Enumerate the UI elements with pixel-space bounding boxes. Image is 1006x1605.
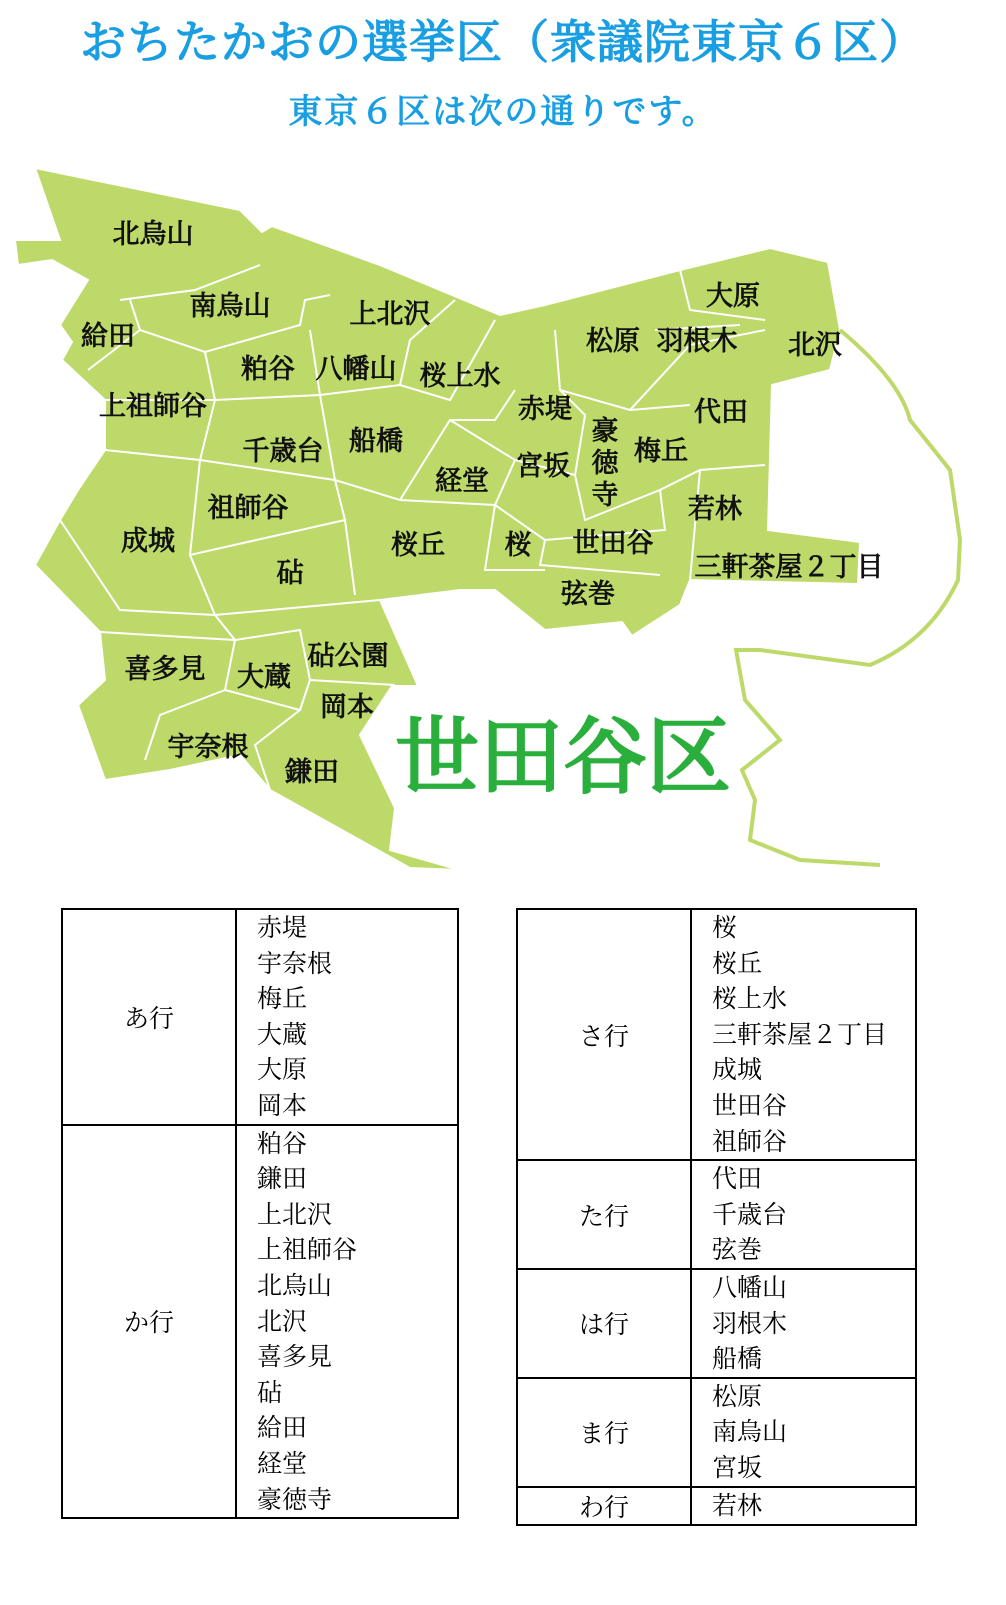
area-name: 千歳台 [712,1199,788,1229]
area-sakuragaoka: 桜丘 [391,530,445,561]
kana-table-left [61,908,459,1519]
area-kitazawa: 北沢 [788,330,842,361]
area-kasuya: 粕谷 [241,354,295,385]
area-name: 桜上水 [712,984,788,1014]
kana-table-right-body [517,909,916,1525]
area-name: 宮坂 [712,1452,763,1482]
area-kyuden: 給田 [81,321,135,352]
area-name: 八幡山 [712,1272,788,1302]
area-name: 砧 [257,1377,283,1407]
area-kamata: 鎌田 [285,757,339,788]
area-name: 梅丘 [257,984,308,1014]
area-name: 成城 [712,1055,763,1085]
kana-table-left-body [62,909,458,1518]
area-sakurajosui: 桜上水 [419,361,501,392]
area-seijo: 成城 [121,526,175,557]
area-name-list [691,1269,916,1378]
area-name: 粕谷 [257,1128,308,1158]
area-unane: 宇奈根 [167,732,249,763]
kana-group-row [517,1378,916,1487]
area-name: 北沢 [257,1306,308,1336]
page-title: おちたかおの選挙区（衆議院東京６区） [80,15,926,69]
area-name-list [691,1487,916,1525]
area-kyodo: 経堂 [435,466,489,497]
area-name-list [236,909,458,1125]
area-name-list [691,1160,916,1269]
kana-heading: た行 [517,1160,691,1269]
kana-heading: さ行 [517,909,691,1160]
area-name: 桜丘 [712,948,763,978]
area-name: 喜多見 [257,1342,333,1372]
area-name-list [691,909,916,1160]
area-okamoto: 岡本 [320,692,374,723]
kana-group-row [517,1160,916,1269]
area-name: 松原 [712,1381,763,1411]
area-name: 南烏山 [712,1417,788,1447]
area-name: 豪徳寺 [257,1484,333,1514]
area-ohara: 大原 [706,281,760,312]
area-name: 大原 [257,1055,308,1085]
area-name: 岡本 [257,1090,308,1120]
kana-group-row [62,1125,458,1519]
area-name: 鎌田 [257,1164,308,1194]
area-matsubara: 松原 [586,326,640,357]
kana-heading: ま行 [517,1378,691,1487]
area-name: 世田谷 [712,1090,788,1120]
area-name-list [691,1378,916,1487]
area-setagaya: 世田谷 [572,528,654,559]
area-kitami: 喜多見 [124,654,206,685]
area-hanegi: 羽根木 [656,326,738,357]
area-akatsutsumi: 赤堤 [518,394,572,425]
area-name: 弦巻 [712,1235,763,1265]
kana-heading: あ行 [62,909,236,1125]
area-name: 宇奈根 [257,948,333,978]
area-name: 羽根木 [712,1308,788,1338]
area-kinuta-park: 砧公園 [307,641,389,672]
area-kamikitazawa: 上北沢 [349,299,431,330]
area-wakabayashi: 若林 [688,494,742,525]
area-okura: 大蔵 [237,662,291,693]
kana-heading: は行 [517,1269,691,1378]
area-name: 船橋 [712,1344,763,1374]
area-name-list [236,1125,458,1519]
area-name: 若林 [712,1490,763,1520]
area-sangenjaya-2: 三軒茶屋２丁目 [694,552,884,583]
area-daita: 代田 [694,397,748,428]
area-name: 北烏山 [257,1270,333,1300]
area-minamikarasuyama: 南烏山 [189,291,271,322]
area-name: 給田 [257,1413,308,1443]
kana-group-row [517,1487,916,1525]
area-kitakarasuyama: 北烏山 [112,219,194,250]
area-chitosedai: 千歳台 [242,436,324,467]
area-name: 三軒茶屋２丁目 [712,1019,888,1049]
area-tsurumaki: 弦巻 [561,579,615,610]
area-miyasaka: 宮坂 [516,451,570,482]
area-name: 経堂 [257,1448,308,1478]
area-gotokuji-1: 豪 [591,416,619,447]
kana-group-row [517,1269,916,1378]
area-soshigaya: 祖師谷 [207,493,289,524]
area-name: 赤堤 [257,913,308,942]
area-name: 代田 [712,1164,763,1194]
kana-heading: か行 [62,1125,236,1519]
area-sakura: 桜 [504,530,532,561]
setagaya-map [0,150,1006,885]
area-kinuta: 砧 [276,558,304,589]
area-name: 祖師谷 [712,1126,788,1156]
area-kamisoshigaya: 上祖師谷 [99,391,207,422]
area-name: 上祖師谷 [257,1235,358,1265]
area-funabashi: 船橋 [349,426,403,457]
kana-table-right [516,908,917,1526]
area-name: 大蔵 [257,1019,308,1049]
area-gotokuji-3: 寺 [591,480,619,511]
area-name: 桜 [712,913,738,942]
kana-group-row [517,909,916,1160]
area-name: 上北沢 [257,1199,333,1229]
page-subtitle: 東京６区は次の通りです。 [288,92,718,132]
kana-group-row [62,909,458,1125]
ward-name: 世田谷区 [394,708,732,806]
kana-heading: わ行 [517,1487,691,1525]
area-gotokuji-2: 徳 [591,448,619,479]
area-umegaoka: 梅丘 [634,436,688,467]
area-hachimanyama: 八幡山 [315,354,397,385]
